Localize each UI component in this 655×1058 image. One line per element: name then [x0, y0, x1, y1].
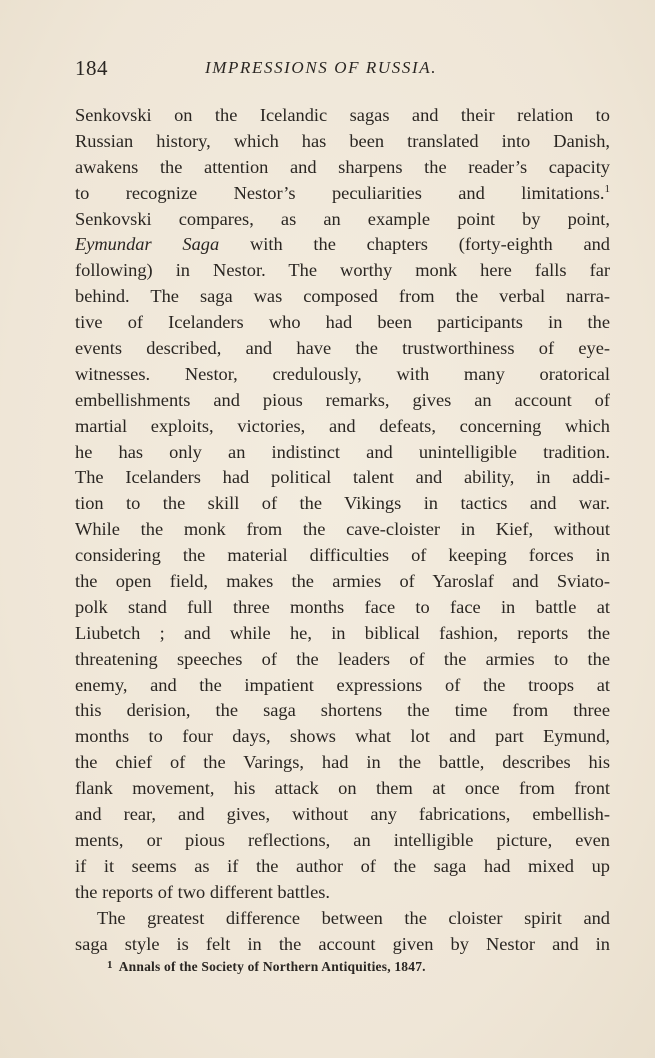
text-line: Russian history, which has been translated into Danish, [75, 130, 610, 151]
text-line: The Icelanders had political talent and ability, in addi- [75, 467, 610, 488]
text-line: events described, and have the trustworthiness of eye- [75, 338, 610, 359]
text-line: he has only an indistinct and unintelligible tradition. [75, 441, 610, 462]
text-line: if it seems as if the author of the saga had mixed up [75, 855, 610, 876]
text-line: The greatest difference between the cloister spirit and [97, 907, 610, 928]
text-line-content: with the chapters (forty-eighth and [249, 234, 610, 255]
footnote-reference: 1 [604, 182, 610, 195]
body-text [75, 103, 610, 957]
page-number: 184 [75, 56, 108, 80]
text-line [75, 232, 610, 258]
footnote-mark: 1 [107, 959, 113, 971]
text-line: awakens the attention and sharpens the reader’s capacity [75, 156, 610, 177]
text-line: the chief of the Varings, had in the battle, describes his [75, 752, 610, 773]
text-line: Liubetch ; and while he, in biblical fashion, reports the [75, 622, 610, 643]
text-line: flank movement, his attack on them at once from front [75, 778, 610, 799]
running-title: IMPRESSIONS OF RUSSIA. [205, 58, 438, 77]
text-line: this derision, the saga shortens the time from three [75, 700, 610, 721]
text-line: Senkovski compares, as an example point by point, [75, 208, 610, 229]
text-line: months to four days, shows what lot and part Eymund, [75, 726, 610, 747]
text-line: witnesses. Nestor, credulously, with many oratorical [75, 363, 610, 384]
text-line: saga style is felt in the account given by Nestor and in [75, 933, 610, 954]
text-line: Senkovski on the Icelandic sagas and their relation to [75, 105, 610, 125]
text-line: martial exploits, victories, and defeats, concerning which [75, 415, 610, 436]
footnote-text: Annals of the Society of Northern Antiquities, 1847. [118, 959, 426, 974]
text-line: following) in Nestor. The worthy monk here falls far [75, 260, 610, 281]
text-line: considering the material difficulties of keeping forces in [75, 545, 610, 566]
text-line: enemy, and the impatient expressions of the troops at [75, 674, 610, 695]
text-line: embellishments and pious remarks, gives an account of [75, 389, 610, 410]
text-line: tive of Icelanders who had been participants in the [75, 312, 610, 333]
text-line: tion to the skill of the Vikings in tactics and war. [75, 493, 610, 514]
text-line: the reports of two different battles. [75, 881, 331, 902]
text-line: threatening speeches of the leaders of the armies to the [75, 648, 610, 669]
saga-title: Eymundar Saga [75, 234, 220, 255]
text-line: While the monk from the cave-cloister in Kief, without [75, 519, 610, 540]
running-head [75, 56, 610, 86]
text-line: behind. The saga was composed from the verbal narra- [75, 286, 610, 307]
text-line: ments, or pious reflections, an intelligible picture, even [75, 829, 610, 850]
text-line: and rear, and gives, without any fabrications, embellish- [75, 804, 610, 825]
text-line: the open field, makes the armies of Yaroslaf and Sviato- [75, 571, 610, 592]
text-line-content: to recognize Nestor’s peculiarities and limitations. [75, 182, 605, 203]
footnote [107, 959, 607, 975]
text-line: polk stand full three months face to face in battle at [75, 596, 610, 617]
text-line [75, 181, 610, 207]
